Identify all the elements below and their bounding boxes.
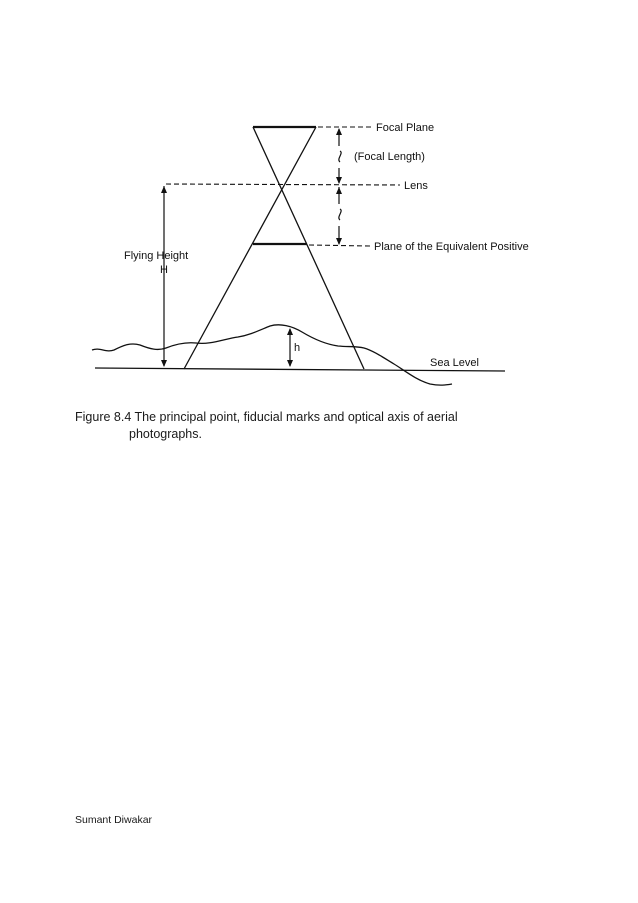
ray-right xyxy=(184,127,316,369)
equivalent-positive-leader xyxy=(309,245,370,246)
focal-length-label: (Focal Length) xyxy=(354,151,425,163)
figure-caption xyxy=(75,409,545,443)
focal-plane-label: Focal Plane xyxy=(376,122,435,134)
lens-label: Lens xyxy=(404,180,428,192)
aerial-photo-geometry-diagram xyxy=(0,0,638,400)
arrow-flying-top xyxy=(161,186,167,193)
arrow-terrain-bottom xyxy=(287,360,293,367)
terrain-profile xyxy=(92,325,452,385)
focal-length-break-lower xyxy=(339,209,341,220)
arrow-flying-bottom xyxy=(161,360,167,367)
flying-height-symbol: H xyxy=(160,264,168,276)
arrow-terrain-top xyxy=(287,328,293,335)
arrow-positive-down xyxy=(336,238,342,245)
arrow-lens-up xyxy=(336,187,342,194)
flying-height-label: Flying Height xyxy=(124,250,189,262)
arrow-focal-top xyxy=(336,128,342,135)
footer-author: Sumant Diwakar xyxy=(75,814,153,826)
equivalent-positive-label: Plane of the Equivalent Positive xyxy=(374,241,529,253)
lens-leader xyxy=(166,184,400,185)
focal-length-break-upper xyxy=(339,151,341,162)
sea-level-label: Sea Level xyxy=(430,357,479,369)
terrain-height-symbol: h xyxy=(294,342,301,354)
caption-line-1: Figure 8.4 The principal point, fiducial marks and optical axis of aerial xyxy=(75,410,458,424)
caption-line-2: photographs. xyxy=(129,427,202,441)
ray-left xyxy=(253,127,364,369)
arrow-focal-lens-down xyxy=(336,177,342,184)
